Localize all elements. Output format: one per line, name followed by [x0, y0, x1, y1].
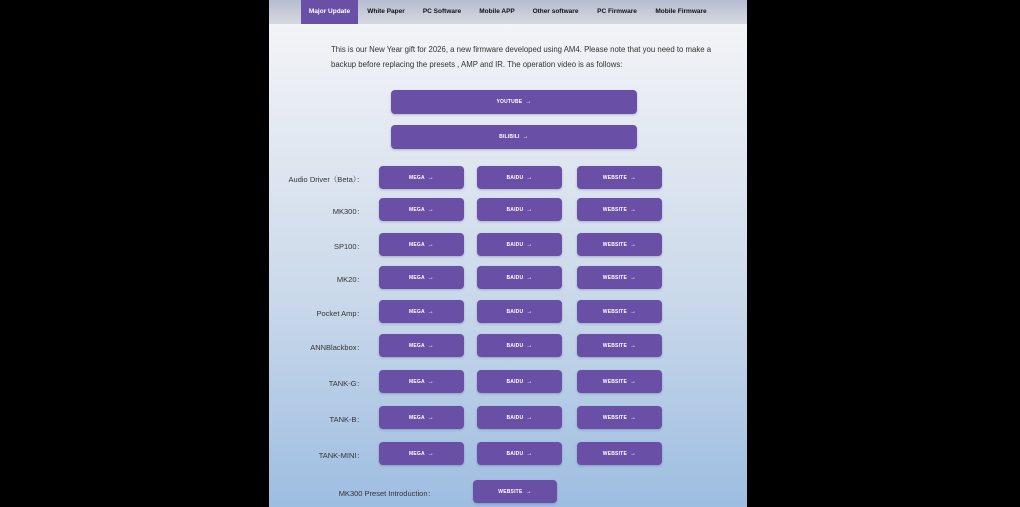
- mega-download-button[interactable]: [379, 300, 464, 323]
- page-content: [269, 0, 747, 507]
- website-download-button[interactable]: [577, 166, 662, 189]
- website-download-button[interactable]: [577, 406, 662, 429]
- preset-intro-website-button[interactable]: [473, 480, 557, 503]
- arrow-right-icon: →: [526, 308, 533, 315]
- baidu-download-button[interactable]: [477, 300, 562, 323]
- arrow-right-icon: →: [629, 414, 637, 421]
- website-button-label: WEBSITE: [602, 308, 627, 315]
- product-label: TANK-G：: [328, 379, 364, 388]
- tab-pc-firmware[interactable]: PC Firmware: [597, 8, 637, 15]
- top-nav: [269, 0, 747, 24]
- product-label: MK300：: [332, 207, 364, 216]
- arrow-right-icon: →: [526, 241, 533, 248]
- mega-download-button[interactable]: [379, 406, 464, 429]
- mega-download-button[interactable]: [379, 166, 464, 189]
- arrow-right-icon: →: [629, 206, 637, 213]
- arrow-right-icon: →: [526, 450, 533, 457]
- arrow-right-icon: →: [629, 342, 637, 349]
- mega-button-label: MEGA: [408, 378, 425, 385]
- product-label: ANNBlackbox：: [310, 343, 364, 352]
- website-button-label: WEBSITE: [602, 174, 627, 181]
- arrow-right-icon: →: [427, 414, 434, 421]
- baidu-button-label: BAIDU: [506, 241, 524, 248]
- arrow-right-icon: →: [427, 342, 434, 349]
- arrow-right-icon: →: [522, 134, 529, 140]
- product-label: Audio Driver（Beta）：: [288, 175, 364, 184]
- website-button-label: WEBSITE: [602, 450, 627, 457]
- arrow-right-icon: →: [427, 378, 434, 385]
- mega-button-label: MEGA: [408, 274, 425, 281]
- youtube-button-label: YOUTUBE: [496, 99, 523, 105]
- bilibili-button[interactable]: [391, 125, 637, 149]
- preset-intro-website-label: WEBSITE: [498, 488, 523, 495]
- tab-other-software[interactable]: Other software: [532, 8, 579, 15]
- baidu-download-button[interactable]: [477, 334, 562, 357]
- mega-download-button[interactable]: [379, 442, 464, 465]
- mega-download-button[interactable]: [379, 198, 464, 221]
- website-download-button[interactable]: [577, 300, 662, 323]
- website-button-label: WEBSITE: [602, 378, 627, 385]
- arrow-right-icon: →: [526, 206, 533, 213]
- arrow-right-icon: →: [427, 241, 434, 248]
- baidu-download-button[interactable]: [477, 266, 562, 289]
- baidu-download-button[interactable]: [477, 198, 562, 221]
- website-download-button[interactable]: [577, 334, 662, 357]
- arrow-right-icon: →: [525, 99, 532, 105]
- baidu-button-label: BAIDU: [506, 414, 524, 421]
- arrow-right-icon: →: [526, 378, 533, 385]
- arrow-right-icon: →: [629, 308, 637, 315]
- baidu-button-label: BAIDU: [506, 274, 524, 281]
- website-button-label: WEBSITE: [602, 274, 627, 281]
- website-download-button[interactable]: [577, 442, 662, 465]
- baidu-button-label: BAIDU: [506, 174, 524, 181]
- baidu-button-label: BAIDU: [506, 206, 524, 213]
- tab-white-paper[interactable]: White Paper: [367, 8, 405, 15]
- mega-download-button[interactable]: [379, 266, 464, 289]
- website-button-label: WEBSITE: [602, 206, 627, 213]
- arrow-right-icon: →: [629, 450, 637, 457]
- arrow-right-icon: →: [629, 174, 637, 181]
- product-label: Pocket Amp：: [316, 309, 364, 318]
- website-download-button[interactable]: [577, 198, 662, 221]
- baidu-download-button[interactable]: [477, 370, 562, 393]
- arrow-right-icon: →: [525, 488, 532, 495]
- tab-pc-software[interactable]: PC Software: [422, 8, 462, 15]
- baidu-button-label: BAIDU: [506, 308, 524, 315]
- mega-button-label: MEGA: [408, 414, 425, 421]
- product-label: MK20：: [336, 275, 364, 284]
- baidu-button-label: BAIDU: [506, 342, 524, 349]
- arrow-right-icon: →: [526, 274, 533, 281]
- mega-button-label: MEGA: [408, 241, 425, 248]
- website-download-button[interactable]: [577, 266, 662, 289]
- preset-intro-label: MK300 Preset Introduction：: [338, 489, 435, 498]
- website-button-label: WEBSITE: [602, 342, 627, 349]
- intro-text: This is our New Year gift for 2026, a new firmware developed using AM4. Please note that you need to make a backup before replacing the presets , AMP and IR. The operation video is as follows:: [331, 45, 712, 69]
- mega-download-button[interactable]: [379, 370, 464, 393]
- arrow-right-icon: →: [427, 274, 434, 281]
- website-button-label: WEBSITE: [602, 241, 627, 248]
- baidu-button-label: BAIDU: [506, 378, 524, 385]
- website-download-button[interactable]: [577, 233, 662, 256]
- mega-button-label: MEGA: [408, 206, 425, 213]
- arrow-right-icon: →: [526, 342, 533, 349]
- mega-button-label: MEGA: [408, 342, 425, 349]
- arrow-right-icon: →: [427, 450, 434, 457]
- bilibili-button-label: BILIBILI: [499, 134, 520, 140]
- arrow-right-icon: →: [629, 274, 637, 281]
- mega-download-button[interactable]: [379, 334, 464, 357]
- website-download-button[interactable]: [577, 370, 662, 393]
- mega-button-label: MEGA: [408, 450, 425, 457]
- mega-button-label: MEGA: [408, 308, 425, 315]
- baidu-download-button[interactable]: [477, 442, 562, 465]
- arrow-right-icon: →: [427, 308, 434, 315]
- baidu-download-button[interactable]: [477, 233, 562, 256]
- product-label: TANK-B：: [329, 415, 364, 424]
- tab-major-update[interactable]: Major Update: [301, 0, 358, 24]
- tab-mobile-app[interactable]: Mobile APP: [479, 8, 515, 15]
- youtube-button[interactable]: [391, 90, 637, 114]
- mega-download-button[interactable]: [379, 233, 464, 256]
- product-label: TANK-MINI：: [318, 451, 364, 460]
- arrow-right-icon: →: [427, 174, 434, 181]
- arrow-right-icon: →: [526, 174, 533, 181]
- baidu-button-label: BAIDU: [506, 450, 524, 457]
- arrow-right-icon: →: [427, 206, 434, 213]
- arrow-right-icon: →: [629, 241, 637, 248]
- baidu-download-button[interactable]: [477, 406, 562, 429]
- baidu-download-button[interactable]: [477, 166, 562, 189]
- tab-mobile-firmware[interactable]: Mobile Firmware: [655, 8, 707, 15]
- website-button-label: WEBSITE: [602, 414, 627, 421]
- arrow-right-icon: →: [526, 414, 533, 421]
- arrow-right-icon: →: [629, 378, 637, 385]
- mega-button-label: MEGA: [408, 174, 425, 181]
- product-label: SP100：: [333, 242, 364, 251]
